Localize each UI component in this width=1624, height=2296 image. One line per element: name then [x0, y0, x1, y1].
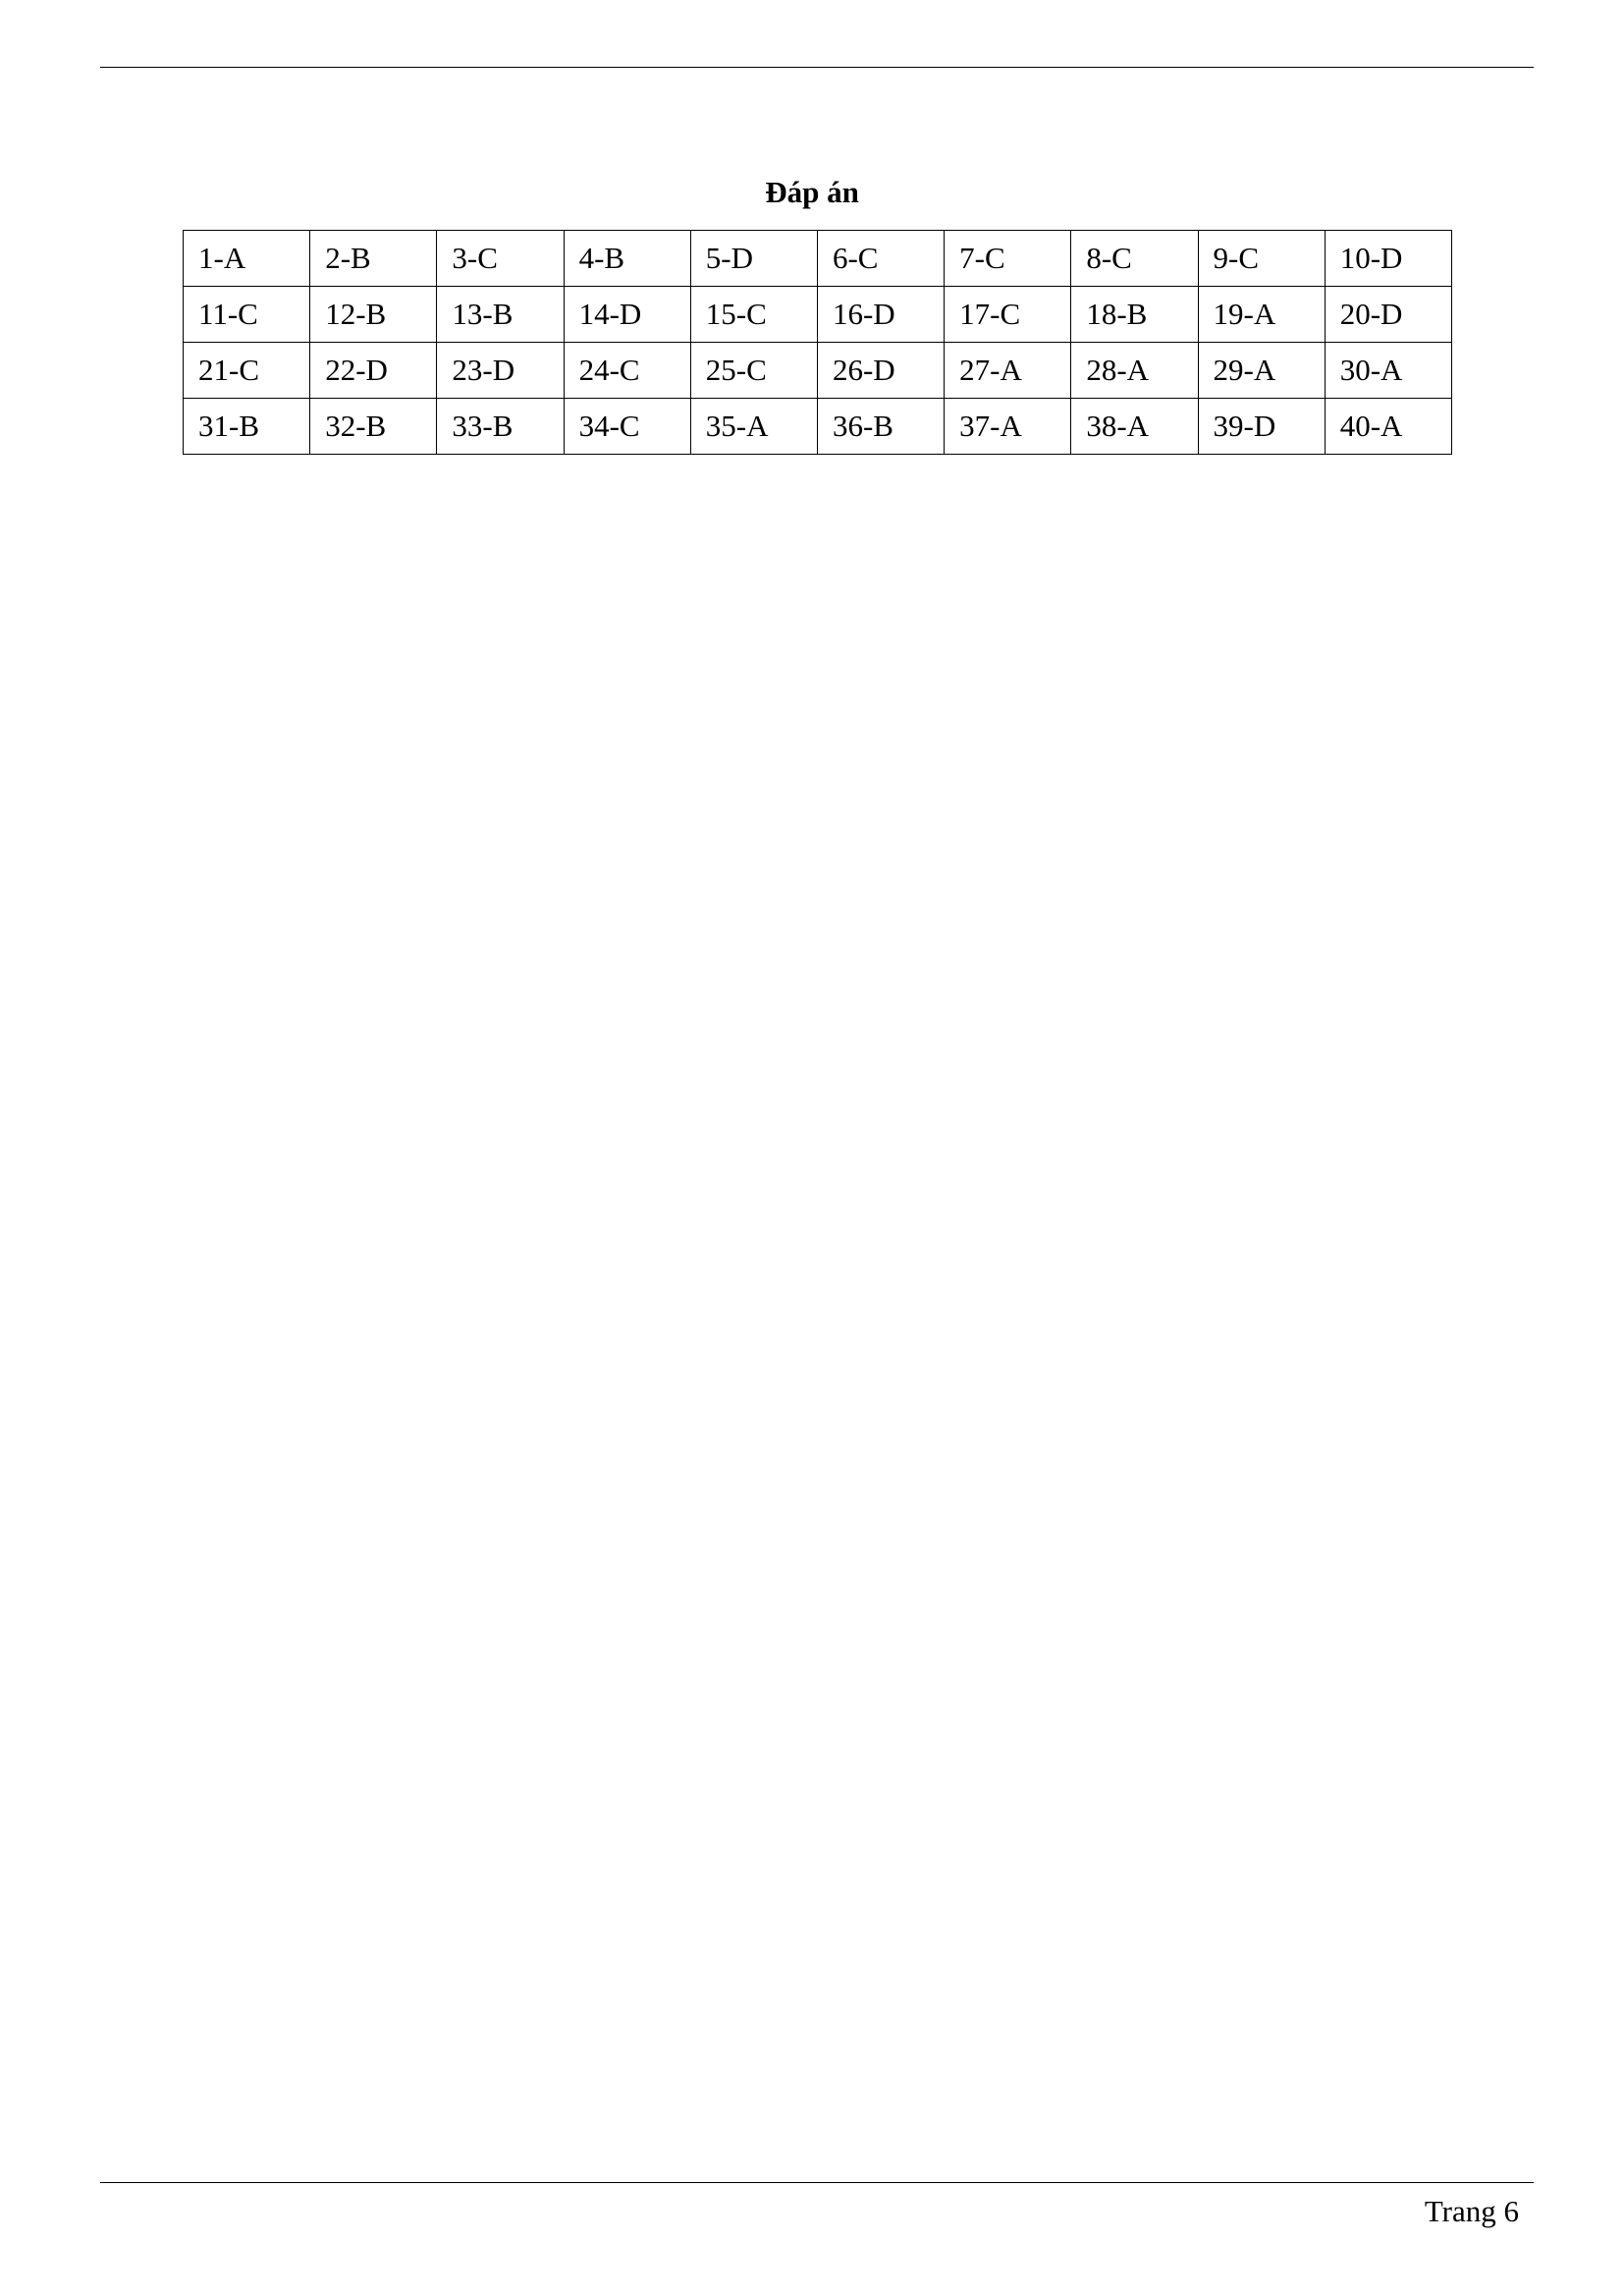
answer-cell: 35-A [690, 399, 817, 455]
answer-cell: 6-C [817, 231, 944, 287]
answer-cell: 31-B [184, 399, 310, 455]
answer-cell: 28-A [1071, 343, 1198, 399]
answer-cell: 23-D [437, 343, 564, 399]
answer-cell: 20-D [1325, 287, 1451, 343]
table-row [184, 287, 1452, 343]
answer-cell: 15-C [690, 287, 817, 343]
answer-cell: 19-A [1198, 287, 1325, 343]
answer-cell: 34-C [564, 399, 690, 455]
answer-cell: 16-D [817, 287, 944, 343]
answer-cell: 1-A [184, 231, 310, 287]
table-row [184, 399, 1452, 455]
header-rule [100, 67, 1534, 68]
answer-cell: 7-C [945, 231, 1071, 287]
answer-cell: 17-C [945, 287, 1071, 343]
answer-cell: 5-D [690, 231, 817, 287]
answer-cell: 40-A [1325, 399, 1451, 455]
answer-cell: 22-D [310, 343, 437, 399]
answer-key-title: Đáp án [765, 175, 859, 209]
answer-cell: 21-C [184, 343, 310, 399]
answer-cell: 10-D [1325, 231, 1451, 287]
page-number: Trang 6 [1424, 2194, 1519, 2228]
answer-cell: 32-B [310, 399, 437, 455]
answer-cell: 14-D [564, 287, 690, 343]
answer-cell: 29-A [1198, 343, 1325, 399]
answer-cell: 27-A [945, 343, 1071, 399]
table-row [184, 231, 1452, 287]
answer-cell: 25-C [690, 343, 817, 399]
answer-cell: 3-C [437, 231, 564, 287]
answer-cell: 9-C [1198, 231, 1325, 287]
answer-cell: 13-B [437, 287, 564, 343]
answer-cell: 38-A [1071, 399, 1198, 455]
answer-cell: 30-A [1325, 343, 1451, 399]
answer-cell: 2-B [310, 231, 437, 287]
answer-cell: 36-B [817, 399, 944, 455]
answer-cell: 4-B [564, 231, 690, 287]
answer-cell: 37-A [945, 399, 1071, 455]
table-row [184, 343, 1452, 399]
answer-cell: 39-D [1198, 399, 1325, 455]
answer-cell: 8-C [1071, 231, 1198, 287]
answer-cell: 12-B [310, 287, 437, 343]
answer-cell: 24-C [564, 343, 690, 399]
answer-key-table [183, 230, 1452, 455]
answer-cell: 18-B [1071, 287, 1198, 343]
answer-cell: 33-B [437, 399, 564, 455]
answer-cell: 26-D [817, 343, 944, 399]
footer-rule [100, 2182, 1534, 2183]
answer-cell: 11-C [184, 287, 310, 343]
